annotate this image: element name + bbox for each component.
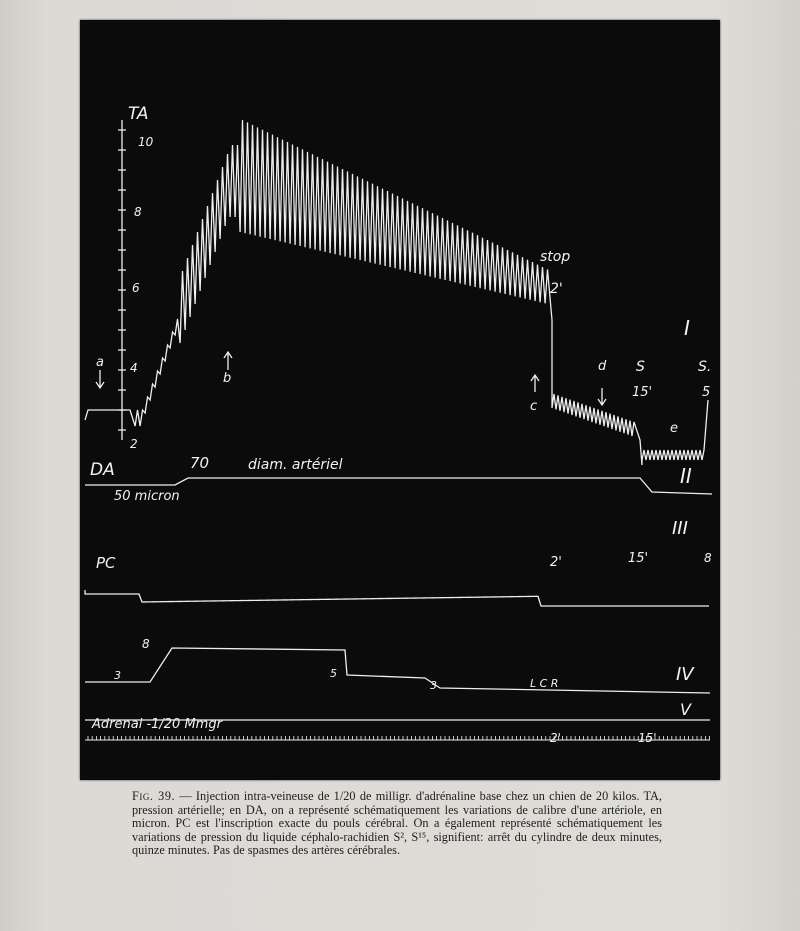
figure-caption	[132, 790, 662, 858]
arrow-d-label: d	[598, 359, 607, 374]
time-ticks	[88, 736, 710, 740]
roman-iii: III	[672, 518, 688, 539]
s-right-label: S.	[698, 359, 712, 375]
ta-label: TA	[128, 104, 149, 124]
arrow-a-icon	[96, 370, 104, 388]
arrow-c-label: c	[530, 399, 538, 414]
arrow-b-icon	[224, 352, 232, 370]
pc-eight: 8	[704, 551, 712, 565]
caption-text: — Injection intra-veineuse de 1/20 de milligr. d'adrénaline base chez un chien de 20 kilos. TA, pression artérielle; en DA, on a représenté schématiquement les variations de calibre d'une artériole, en micron. PC est l'inscription exacte du pouls cérébral. On a également représenté schématiquement les variations de pression du liquide céphalo-rachidien S², S¹⁵, signifient: arrêt du cylindre de deux minutes, quinze minutes. Pas de spasmes des artères cérébrales.	[132, 789, 663, 858]
caption-fig-label: Fig. 39.	[132, 789, 176, 803]
roman-iv: IV	[676, 664, 694, 685]
roman-ii: II	[680, 464, 692, 488]
figure-plate	[80, 20, 720, 780]
diam-label: diam. artériel	[248, 457, 343, 473]
ta-tick-2: 2	[130, 437, 138, 451]
pc-label: PC	[96, 554, 116, 572]
s-left-label: S	[636, 359, 645, 375]
ta-tick-8: 8	[134, 205, 142, 219]
arrow-d-icon	[598, 388, 606, 405]
step-3a: 3	[114, 669, 121, 682]
s-five-label: 5	[702, 385, 711, 400]
e-label: e	[670, 421, 678, 436]
time-fifteen-min: 15'	[638, 731, 657, 745]
da-label: DA	[90, 460, 115, 480]
arrow-b-label: b	[223, 371, 232, 386]
roman-i: I	[684, 316, 690, 340]
ta-trace	[85, 120, 711, 465]
arrow-c-icon	[531, 375, 539, 392]
lcr-trace	[85, 648, 710, 693]
seventy-label: 70	[190, 454, 210, 472]
time-two-min: 2'	[550, 731, 561, 745]
pc-trace	[85, 590, 709, 606]
arrow-a-label: a	[96, 355, 104, 370]
ta-tick-6: 6	[132, 281, 140, 295]
step-8: 8	[142, 637, 150, 651]
stop-label: stop	[540, 249, 571, 265]
pc-two-min: 2'	[550, 555, 562, 570]
adrenal-label: Adrenal -1/20 Mmgr	[92, 717, 222, 732]
step-5: 5	[330, 667, 337, 680]
fifteen-min-label: 15'	[632, 385, 653, 400]
pc-fifteen-min: 15'	[628, 551, 649, 566]
tracing-svg	[80, 20, 720, 780]
fifty-micron-label: 50 micron	[114, 489, 180, 504]
step-3b: 3	[430, 679, 437, 692]
ta-tick-10: 10	[138, 135, 154, 149]
lcr-label: L C R	[530, 677, 559, 690]
roman-v: V	[680, 700, 691, 719]
ta-tick-4: 4	[130, 361, 138, 375]
two-min-label: 2'	[550, 281, 563, 297]
